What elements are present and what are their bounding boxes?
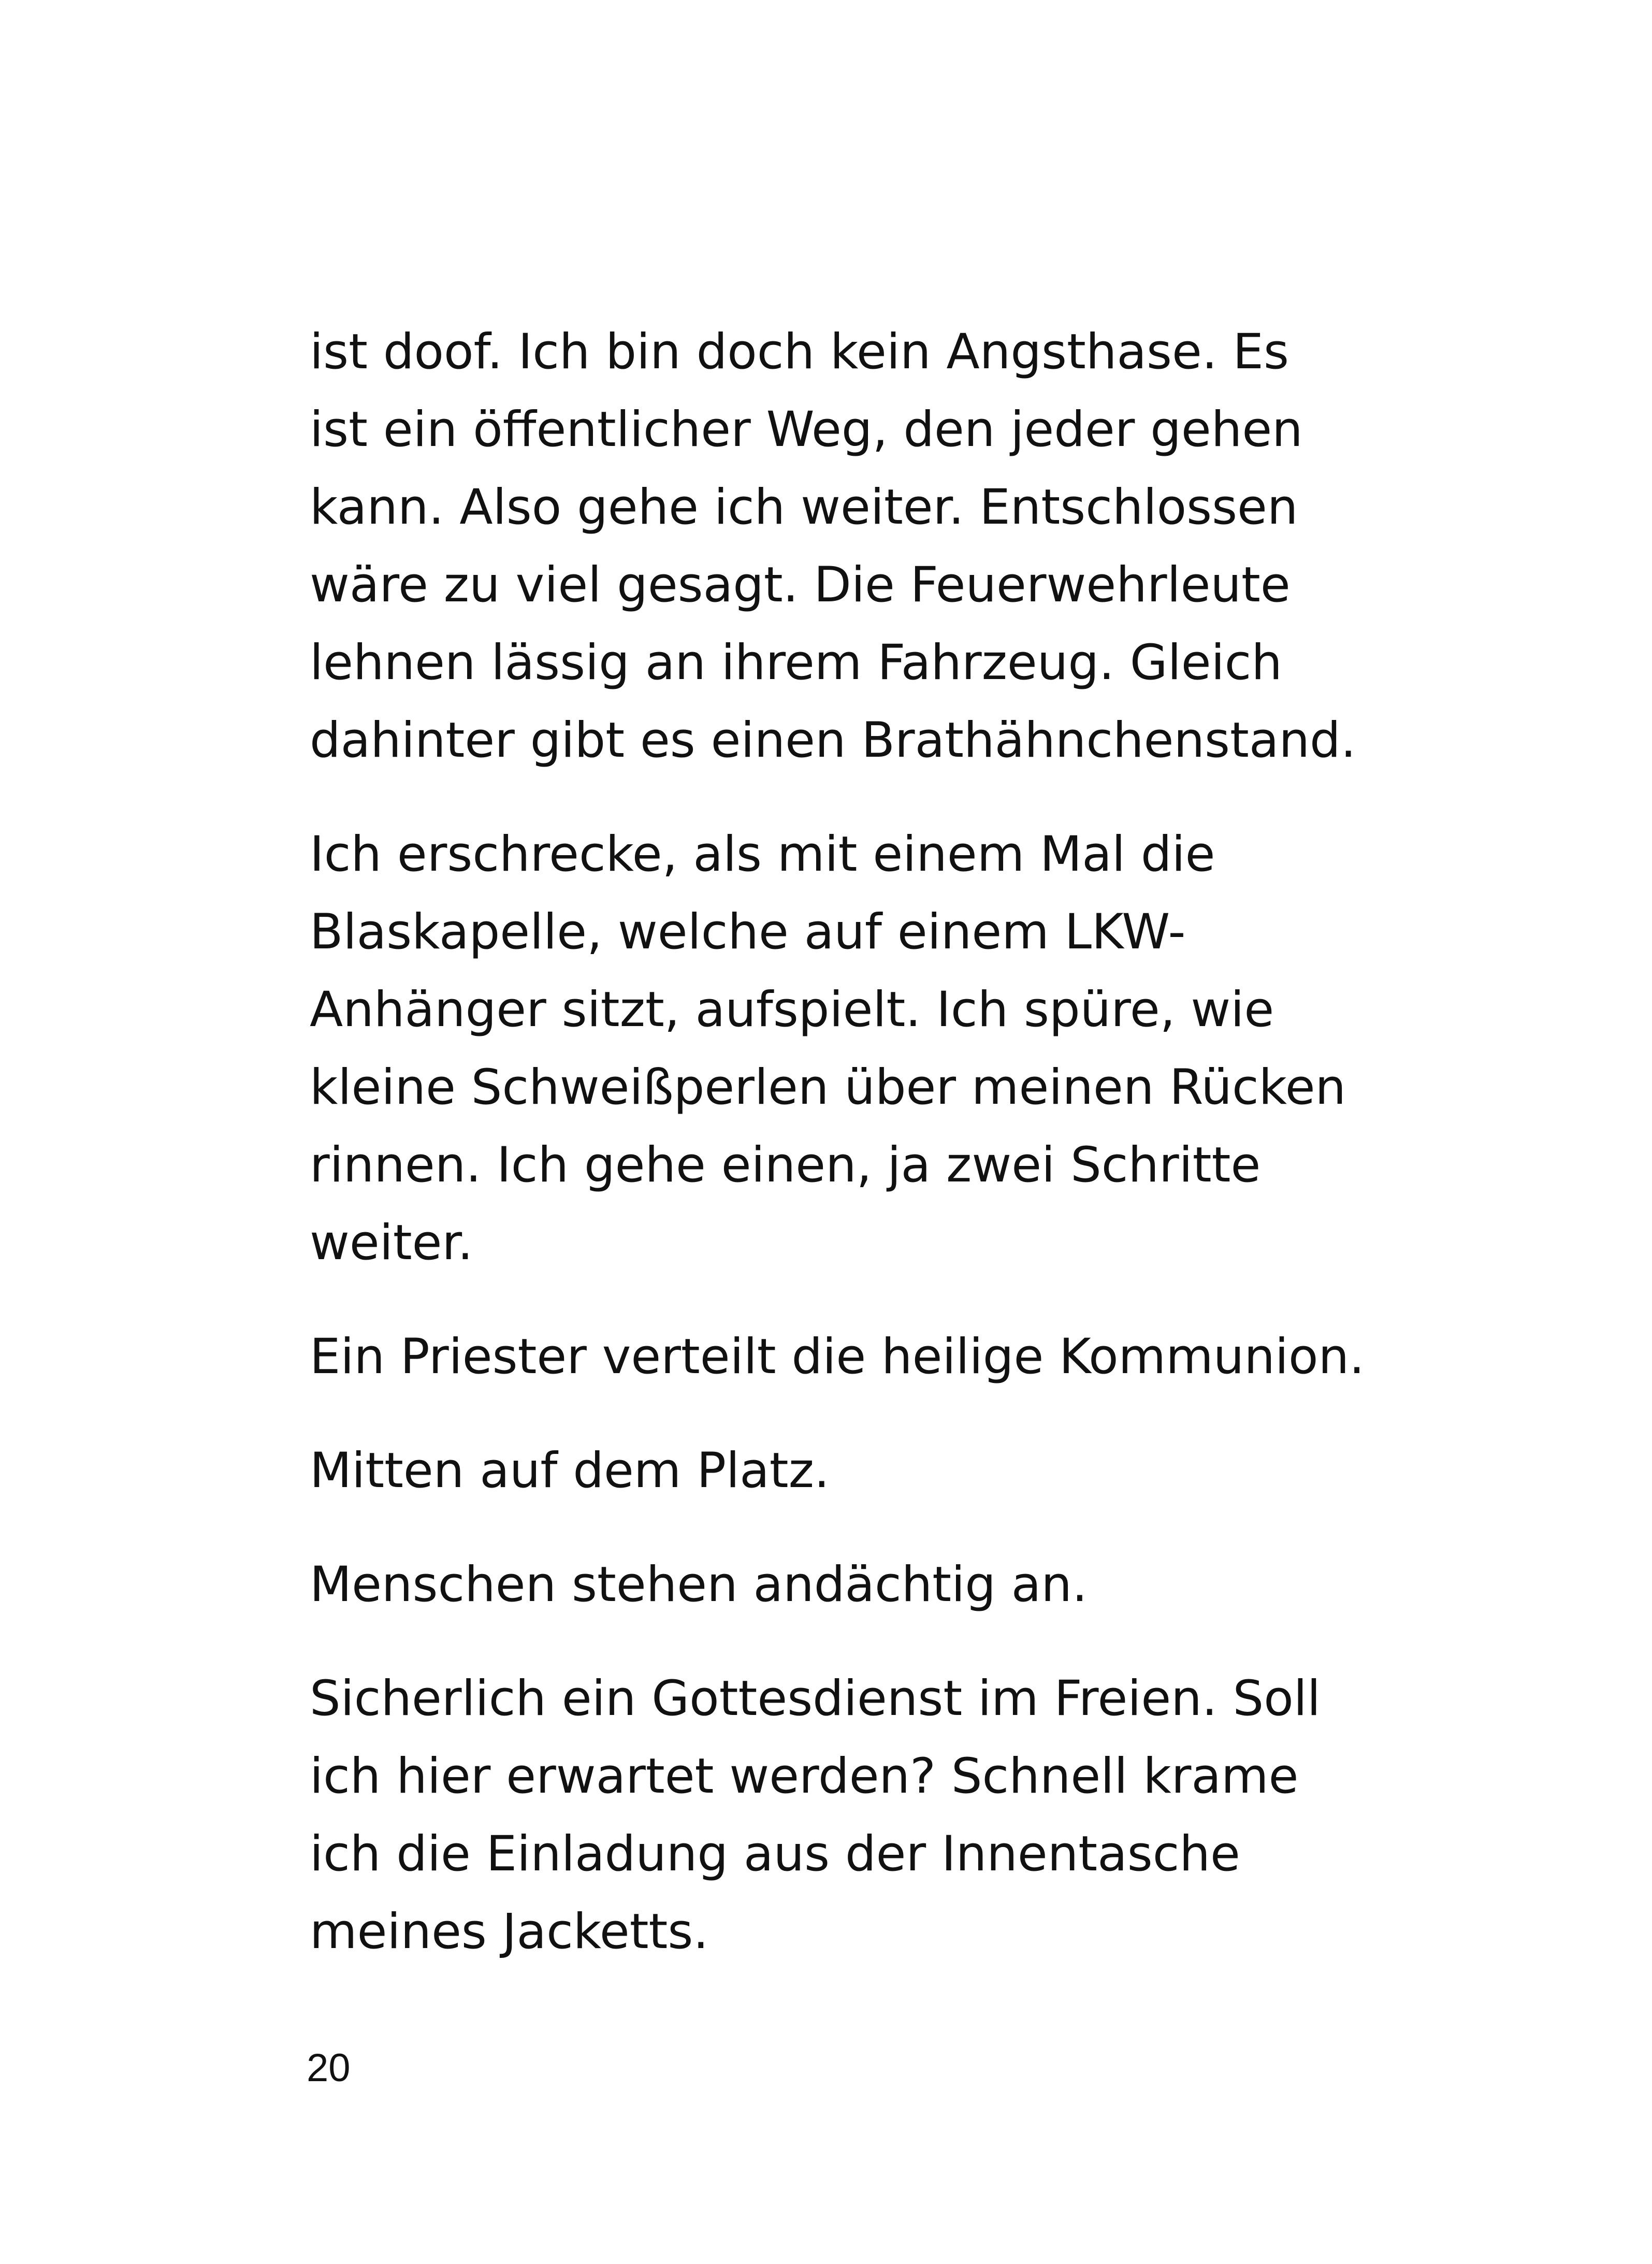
paragraph: Sicherlich ein Gottesdienst im Freien. Soll ich hier erwartet werden? Schnell krame ich die Einladung aus der Innentasche meines Jacketts.	[310, 1670, 1321, 1960]
paragraph: Mitten auf dem Platz.	[310, 1443, 830, 1499]
paragraph: ist doof. Ich bin doch kein Angsthase. Es ist ein öffentlicher Weg, den jeder gehen kann. Also gehe ich weiter. Entschlossen wäre zu viel gesagt. Die Feuerwehrleute lehnen lässig an ihrem Fahrzeug. Gleich dahinter gibt es einen Brathähnchenstand.	[310, 324, 1356, 769]
paragraph: Ich erschrecke, als mit einem Mal die Blaskapelle, welche auf einem LKW- Anhänger sitzt, aufspielt. Ich spüre, wie kleine Schweißperlen über meinen Rücken rinnen. Ich gehe einen, ja zwei Schritte weiter.	[310, 826, 1346, 1271]
page-number: 20	[307, 2046, 351, 2090]
paragraph: Ein Priester verteilt die heilige Kommunion.	[310, 1329, 1365, 1385]
body-text	[310, 313, 1413, 2007]
paragraph: Menschen stehen andächtig an.	[310, 1556, 1088, 1613]
